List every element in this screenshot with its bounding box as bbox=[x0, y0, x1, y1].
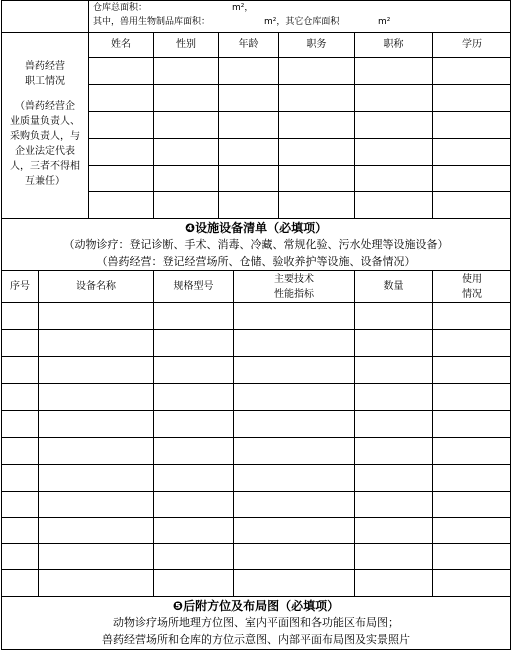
staff-side-note-1: （兽药经营企 bbox=[15, 101, 75, 112]
equipment-row-line bbox=[1, 517, 511, 518]
equipment-row-line bbox=[1, 383, 511, 384]
staff-header-title: 职称 bbox=[383, 39, 404, 50]
staff-bottom-line bbox=[1, 218, 511, 219]
staff-side-note-2: 业质量负责人、 bbox=[10, 116, 80, 127]
area-total-label: 仓库总面积： bbox=[93, 3, 148, 13]
area-total-unit: m²， bbox=[232, 3, 254, 13]
equipment-row-line bbox=[1, 464, 511, 465]
staff-side-note-4: 企业法定代表 bbox=[15, 146, 75, 157]
equipment-header-model: 规格型号 bbox=[173, 281, 214, 292]
staff-side-note-6: 互兼任） bbox=[25, 176, 65, 187]
equipment-col-line bbox=[38, 270, 39, 596]
staff-header-education: 学历 bbox=[462, 39, 482, 50]
equipment-heading-bottom bbox=[1, 270, 511, 271]
equipment-row-line bbox=[1, 302, 511, 303]
equipment-bottom-line bbox=[1, 596, 511, 597]
staff-header-position: 职务 bbox=[306, 39, 327, 50]
equipment-header-use-line2: 情况 bbox=[462, 289, 482, 300]
equipment-col-line bbox=[233, 270, 234, 596]
form-frame bbox=[1, 0, 511, 650]
staff-header-gender: 性别 bbox=[176, 39, 196, 50]
equipment-row-line bbox=[1, 329, 511, 330]
staff-row-line bbox=[88, 57, 511, 58]
staff-side-title2: 职工情况 bbox=[25, 76, 65, 87]
equipment-note-drug: （兽药经营：登记经营场所、仓储、验收养护等设施、设备情况） bbox=[96, 255, 416, 268]
area-bottom-line bbox=[1, 32, 511, 33]
layout-line-drug: 兽药经营场所和仓库的方位示意图、内部平面布局图及实景照片 bbox=[102, 633, 410, 646]
staff-row-line bbox=[88, 191, 511, 192]
equipment-row-line bbox=[1, 491, 511, 492]
area-left-divider bbox=[88, 0, 89, 32]
staff-header-age: 年龄 bbox=[238, 39, 259, 50]
equipment-header-spec-line1: 主要技术 bbox=[274, 274, 314, 285]
equipment-header-name: 设备名称 bbox=[76, 281, 116, 292]
equipment-col-line bbox=[432, 270, 433, 596]
equipment-header-use-line1: 使用 bbox=[462, 274, 482, 285]
staff-side-title1: 兽药经营 bbox=[25, 61, 65, 72]
equipment-title: ❹设施设备清单（必填项） bbox=[184, 221, 328, 235]
staff-row-line bbox=[88, 138, 511, 139]
equipment-col-line bbox=[354, 270, 355, 596]
equipment-row-line bbox=[1, 437, 511, 438]
area-detail-unit2: m² bbox=[378, 17, 391, 27]
layout-title: ❺后附方位及布局图（必填项） bbox=[172, 599, 340, 613]
staff-side-note-3: 采购负责人，与 bbox=[10, 131, 80, 142]
equipment-header-spec-line2: 性能指标 bbox=[274, 289, 314, 300]
area-detail-label: 其中，兽用生物制品库面积： bbox=[93, 17, 211, 27]
staff-header-name: 姓名 bbox=[111, 39, 131, 50]
equipment-header-seq: 序号 bbox=[10, 281, 30, 292]
equipment-col-line bbox=[153, 270, 154, 596]
staff-row-line bbox=[88, 165, 511, 166]
equipment-row-line bbox=[1, 543, 511, 544]
staff-side-note-5: 人，三者不得相 bbox=[10, 161, 80, 172]
equipment-row-line bbox=[1, 569, 511, 570]
equipment-row-line bbox=[1, 410, 511, 411]
equipment-row-line bbox=[1, 356, 511, 357]
equipment-header-qty: 数量 bbox=[383, 281, 404, 292]
equipment-note-clinic: （动物诊疗：登记诊断、手术、消毒、冷藏、常规化验、污水处理等设施设备） bbox=[63, 238, 449, 251]
area-detail-unit: m²，其它仓库面积 bbox=[264, 17, 340, 27]
staff-row-line bbox=[88, 111, 511, 112]
layout-line-clinic: 动物诊疗场所地理方位图、室内平面图和各功能区布局图； bbox=[113, 616, 399, 629]
staff-row-line bbox=[88, 84, 511, 85]
